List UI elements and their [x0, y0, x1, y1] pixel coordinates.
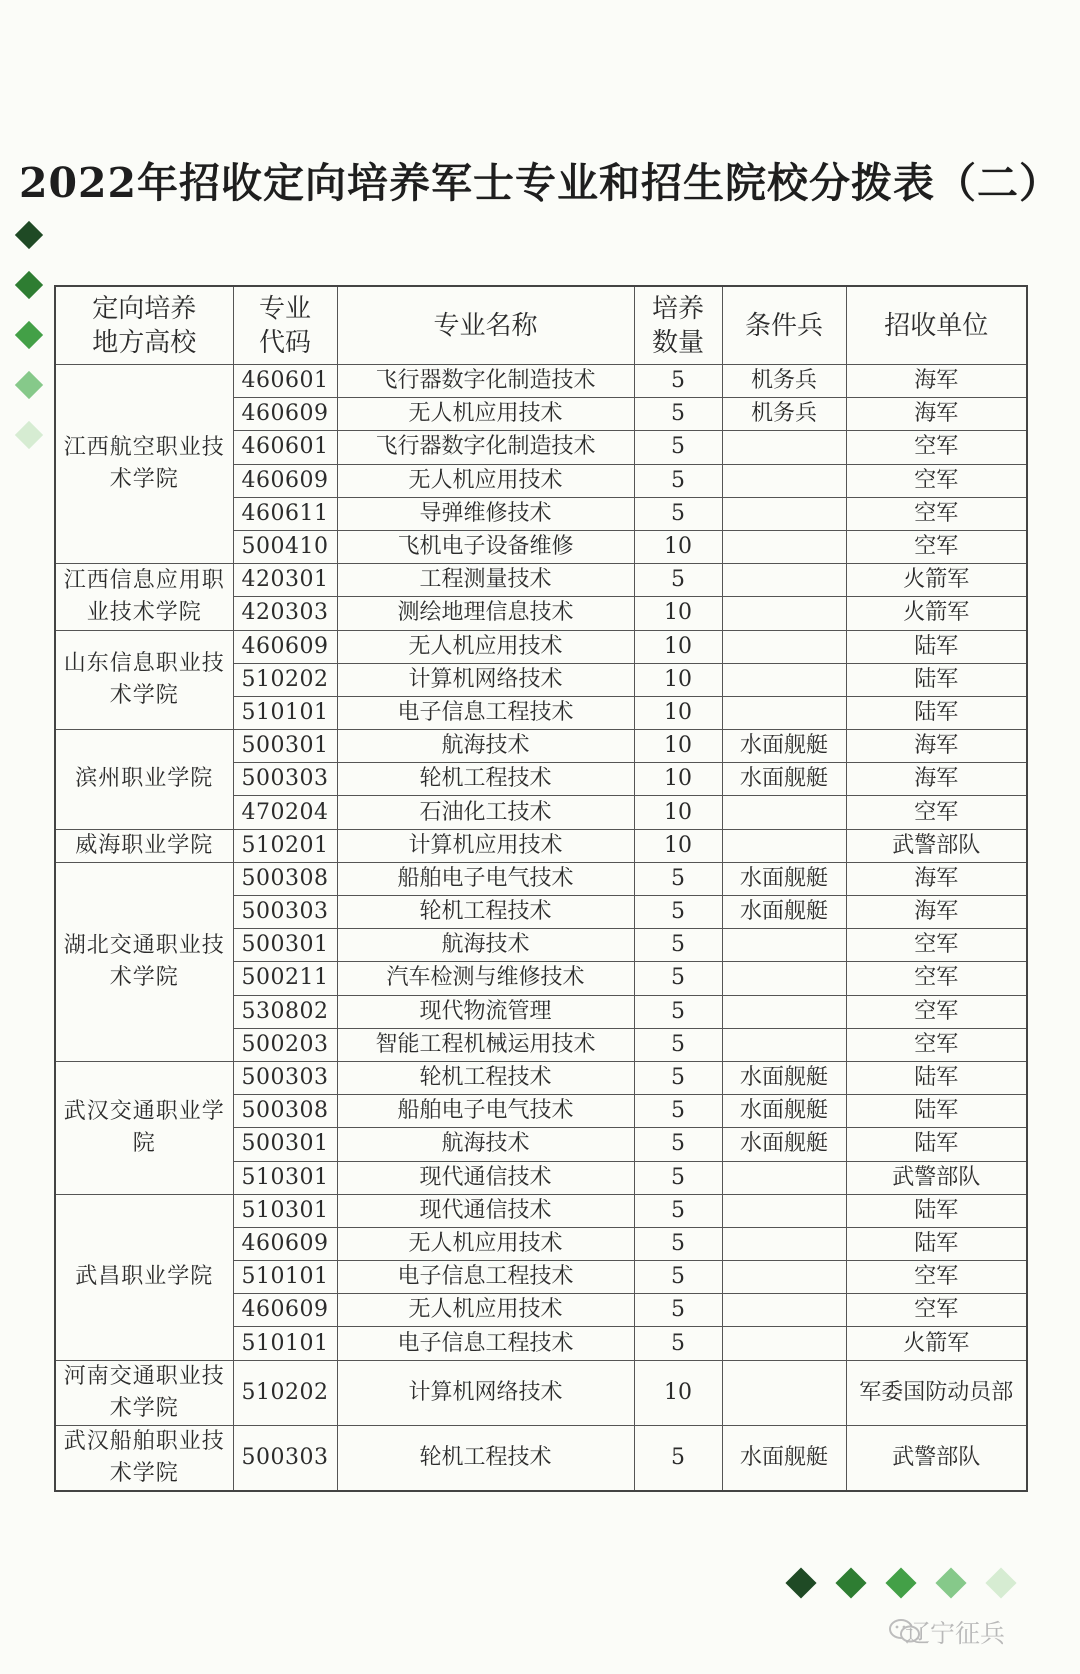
code-cell: 510301 [233, 1194, 337, 1227]
condition-cell [722, 431, 846, 464]
code-cell: 460609 [233, 1227, 337, 1260]
code-cell: 510301 [233, 1161, 337, 1194]
code-cell: 500303 [233, 1425, 337, 1491]
unit-cell: 空军 [846, 1294, 1027, 1327]
count-cell: 5 [634, 497, 722, 530]
name-cell: 电子信息工程技术 [337, 696, 634, 729]
table-row [55, 365, 1027, 398]
school-cell: 江西信息应用职业技术学院 [55, 564, 233, 630]
code-cell: 500301 [233, 1128, 337, 1161]
condition-cell [722, 962, 846, 995]
condition-cell [722, 1161, 846, 1194]
header-unit: 招收单位 [846, 286, 1027, 365]
table-row [55, 564, 1027, 597]
name-cell: 船舶电子电气技术 [337, 1095, 634, 1128]
count-cell: 10 [634, 796, 722, 829]
unit-cell: 空军 [846, 464, 1027, 497]
count-cell: 10 [634, 663, 722, 696]
name-cell: 无人机应用技术 [337, 398, 634, 431]
count-cell: 10 [634, 630, 722, 663]
unit-cell: 陆军 [846, 1095, 1027, 1128]
unit-cell: 武警部队 [846, 829, 1027, 862]
name-cell: 无人机应用技术 [337, 630, 634, 663]
code-cell: 500308 [233, 862, 337, 895]
unit-cell: 空军 [846, 431, 1027, 464]
unit-cell: 空军 [846, 497, 1027, 530]
code-cell: 510202 [233, 663, 337, 696]
code-cell: 510101 [233, 1261, 337, 1294]
count-cell: 5 [634, 1061, 722, 1094]
school-cell: 武昌职业学院 [55, 1194, 233, 1360]
name-cell: 计算机应用技术 [337, 829, 634, 862]
unit-cell: 空军 [846, 530, 1027, 563]
condition-cell [722, 1194, 846, 1227]
unit-cell: 军委国防动员部 [846, 1360, 1027, 1425]
name-cell: 无人机应用技术 [337, 464, 634, 497]
code-cell: 500303 [233, 1061, 337, 1094]
code-cell: 460601 [233, 431, 337, 464]
code-cell: 500301 [233, 730, 337, 763]
name-cell: 现代通信技术 [337, 1161, 634, 1194]
condition-cell [722, 663, 846, 696]
table-row [55, 829, 1027, 862]
condition-cell: 水面舰艇 [722, 1095, 846, 1128]
unit-cell: 陆军 [846, 1128, 1027, 1161]
code-cell: 460609 [233, 1294, 337, 1327]
condition-cell [722, 929, 846, 962]
count-cell: 5 [634, 962, 722, 995]
name-cell: 轮机工程技术 [337, 896, 634, 929]
diamond-icon [15, 371, 43, 399]
unit-cell: 陆军 [846, 1194, 1027, 1227]
code-cell: 510201 [233, 829, 337, 862]
code-cell: 420301 [233, 564, 337, 597]
header-condition: 条件兵 [722, 286, 846, 365]
unit-cell: 陆军 [846, 696, 1027, 729]
count-cell: 10 [634, 1360, 722, 1425]
table-row [55, 1061, 1027, 1094]
count-cell: 10 [634, 829, 722, 862]
diamond-icon [985, 1567, 1016, 1598]
school-cell: 湖北交通职业技术学院 [55, 862, 233, 1061]
name-cell: 工程测量技术 [337, 564, 634, 597]
count-cell: 5 [634, 995, 722, 1028]
condition-cell: 水面舰艇 [722, 1128, 846, 1161]
diamond-icon [835, 1567, 866, 1598]
code-cell: 500308 [233, 1095, 337, 1128]
diamond-icon [15, 321, 43, 349]
count-cell: 5 [634, 398, 722, 431]
table-row [55, 630, 1027, 663]
watermark-text: 辽宁征兵 [905, 1619, 1006, 1648]
header-count [634, 286, 722, 365]
unit-cell: 陆军 [846, 1227, 1027, 1260]
school-cell: 山东信息职业技术学院 [55, 630, 233, 730]
name-cell: 导弹维修技术 [337, 497, 634, 530]
page-title: 2022年招收定向培养军士专业和招生院校分拨表（二） [18, 159, 1062, 207]
count-cell: 5 [634, 929, 722, 962]
count-cell: 5 [634, 1261, 722, 1294]
unit-cell: 武警部队 [846, 1425, 1027, 1491]
count-cell: 10 [634, 530, 722, 563]
count-cell: 5 [634, 1227, 722, 1260]
diamond-icon [885, 1567, 916, 1598]
condition-cell [722, 1327, 846, 1360]
code-cell: 500301 [233, 929, 337, 962]
code-cell: 500203 [233, 1028, 337, 1061]
unit-cell: 海军 [846, 896, 1027, 929]
table-row [55, 1425, 1027, 1491]
code-cell: 510101 [233, 1327, 337, 1360]
code-cell: 500410 [233, 530, 337, 563]
unit-cell: 海军 [846, 862, 1027, 895]
unit-cell: 空军 [846, 995, 1027, 1028]
unit-cell: 海军 [846, 730, 1027, 763]
table-row [55, 862, 1027, 895]
count-cell: 5 [634, 862, 722, 895]
header-school [55, 286, 233, 365]
name-cell: 轮机工程技术 [337, 1425, 634, 1491]
unit-cell: 空军 [846, 796, 1027, 829]
name-cell: 测绘地理信息技术 [337, 597, 634, 630]
condition-cell [722, 1360, 846, 1425]
condition-cell: 水面舰艇 [722, 1425, 846, 1491]
condition-cell [722, 464, 846, 497]
name-cell: 现代物流管理 [337, 995, 634, 1028]
count-cell: 5 [634, 365, 722, 398]
name-cell: 电子信息工程技术 [337, 1261, 634, 1294]
h-school-label: 定向培养 地方高校 [92, 293, 197, 358]
count-cell: 5 [634, 1327, 722, 1360]
count-cell: 5 [634, 1161, 722, 1194]
condition-cell: 水面舰艇 [722, 1061, 846, 1094]
table-row [55, 1360, 1027, 1425]
condition-cell: 水面舰艇 [722, 862, 846, 895]
diamond-icon [935, 1567, 966, 1598]
name-cell: 船舶电子电气技术 [337, 862, 634, 895]
code-cell: 420303 [233, 597, 337, 630]
diamond-icon [15, 271, 43, 299]
unit-cell: 火箭军 [846, 564, 1027, 597]
unit-cell: 空军 [846, 1261, 1027, 1294]
count-cell: 5 [634, 1425, 722, 1491]
name-cell: 轮机工程技术 [337, 1061, 634, 1094]
code-cell: 510202 [233, 1360, 337, 1425]
count-cell: 5 [634, 564, 722, 597]
count-cell: 5 [634, 431, 722, 464]
table-header-row [55, 286, 1027, 365]
name-cell: 飞行器数字化制造技术 [337, 431, 634, 464]
count-cell: 5 [634, 896, 722, 929]
condition-cell [722, 796, 846, 829]
condition-cell [722, 497, 846, 530]
code-cell: 500303 [233, 763, 337, 796]
name-cell: 电子信息工程技术 [337, 1327, 634, 1360]
table-row [55, 1194, 1027, 1227]
unit-cell: 陆军 [846, 630, 1027, 663]
header-name: 专业名称 [337, 286, 634, 365]
school-cell: 江西航空职业技术学院 [55, 365, 233, 564]
unit-cell: 火箭军 [846, 597, 1027, 630]
name-cell: 航海技术 [337, 1128, 634, 1161]
unit-cell: 陆军 [846, 1061, 1027, 1094]
diamond-icon [15, 221, 43, 249]
count-cell: 5 [634, 1294, 722, 1327]
count-cell: 5 [634, 1028, 722, 1061]
condition-cell [722, 597, 846, 630]
name-cell: 飞机电子设备维修 [337, 530, 634, 563]
count-cell: 5 [634, 1128, 722, 1161]
condition-cell: 水面舰艇 [722, 896, 846, 929]
condition-cell [722, 564, 846, 597]
code-cell: 500303 [233, 896, 337, 929]
unit-cell: 海军 [846, 398, 1027, 431]
name-cell: 计算机网络技术 [337, 663, 634, 696]
condition-cell: 机务兵 [722, 365, 846, 398]
condition-cell [722, 829, 846, 862]
code-cell: 460609 [233, 630, 337, 663]
condition-cell [722, 1028, 846, 1061]
school-cell: 武汉交通职业学院 [55, 1061, 233, 1194]
count-cell: 5 [634, 464, 722, 497]
condition-cell [722, 995, 846, 1028]
name-cell: 汽车检测与维修技术 [337, 962, 634, 995]
header-code [233, 286, 337, 365]
condition-cell [722, 630, 846, 663]
name-cell: 无人机应用技术 [337, 1294, 634, 1327]
allocation-table [54, 285, 1028, 1492]
count-cell: 10 [634, 763, 722, 796]
unit-cell: 空军 [846, 1028, 1027, 1061]
code-cell: 470204 [233, 796, 337, 829]
decorative-dots-bottom [790, 1565, 1050, 1605]
condition-cell [722, 696, 846, 729]
h-code-label: 专业 代码 [258, 293, 311, 358]
code-cell: 460611 [233, 497, 337, 530]
count-cell: 5 [634, 1095, 722, 1128]
diamond-icon [785, 1567, 816, 1598]
condition-cell [722, 1294, 846, 1327]
school-cell: 河南交通职业技术学院 [55, 1360, 233, 1425]
name-cell: 石油化工技术 [337, 796, 634, 829]
unit-cell: 陆军 [846, 663, 1027, 696]
count-cell: 10 [634, 696, 722, 729]
condition-cell: 水面舰艇 [722, 730, 846, 763]
name-cell: 航海技术 [337, 929, 634, 962]
code-cell: 460609 [233, 398, 337, 431]
count-cell: 10 [634, 597, 722, 630]
condition-cell [722, 530, 846, 563]
condition-cell: 机务兵 [722, 398, 846, 431]
unit-cell: 武警部队 [846, 1161, 1027, 1194]
school-cell: 滨州职业学院 [55, 730, 233, 830]
count-cell: 5 [634, 1194, 722, 1227]
name-cell: 无人机应用技术 [337, 1227, 634, 1260]
unit-cell: 空军 [846, 962, 1027, 995]
name-cell: 航海技术 [337, 730, 634, 763]
condition-cell [722, 1261, 846, 1294]
condition-cell: 水面舰艇 [722, 763, 846, 796]
unit-cell: 海军 [846, 763, 1027, 796]
diamond-icon [15, 421, 43, 449]
name-cell: 轮机工程技术 [337, 763, 634, 796]
code-cell: 500211 [233, 962, 337, 995]
code-cell: 460601 [233, 365, 337, 398]
count-cell: 10 [634, 730, 722, 763]
code-cell: 460609 [233, 464, 337, 497]
code-cell: 530802 [233, 995, 337, 1028]
table-row [55, 730, 1027, 763]
h-count-label: 培养 数量 [651, 293, 704, 358]
school-cell: 武汉船舶职业技术学院 [55, 1425, 233, 1491]
unit-cell: 空军 [846, 929, 1027, 962]
name-cell: 现代通信技术 [337, 1194, 634, 1227]
name-cell: 智能工程机械运用技术 [337, 1028, 634, 1061]
condition-cell [722, 1227, 846, 1260]
name-cell: 计算机网络技术 [337, 1360, 634, 1425]
school-cell: 威海职业学院 [55, 829, 233, 862]
unit-cell: 火箭军 [846, 1327, 1027, 1360]
code-cell: 510101 [233, 696, 337, 729]
unit-cell: 海军 [846, 365, 1027, 398]
name-cell: 飞行器数字化制造技术 [337, 365, 634, 398]
